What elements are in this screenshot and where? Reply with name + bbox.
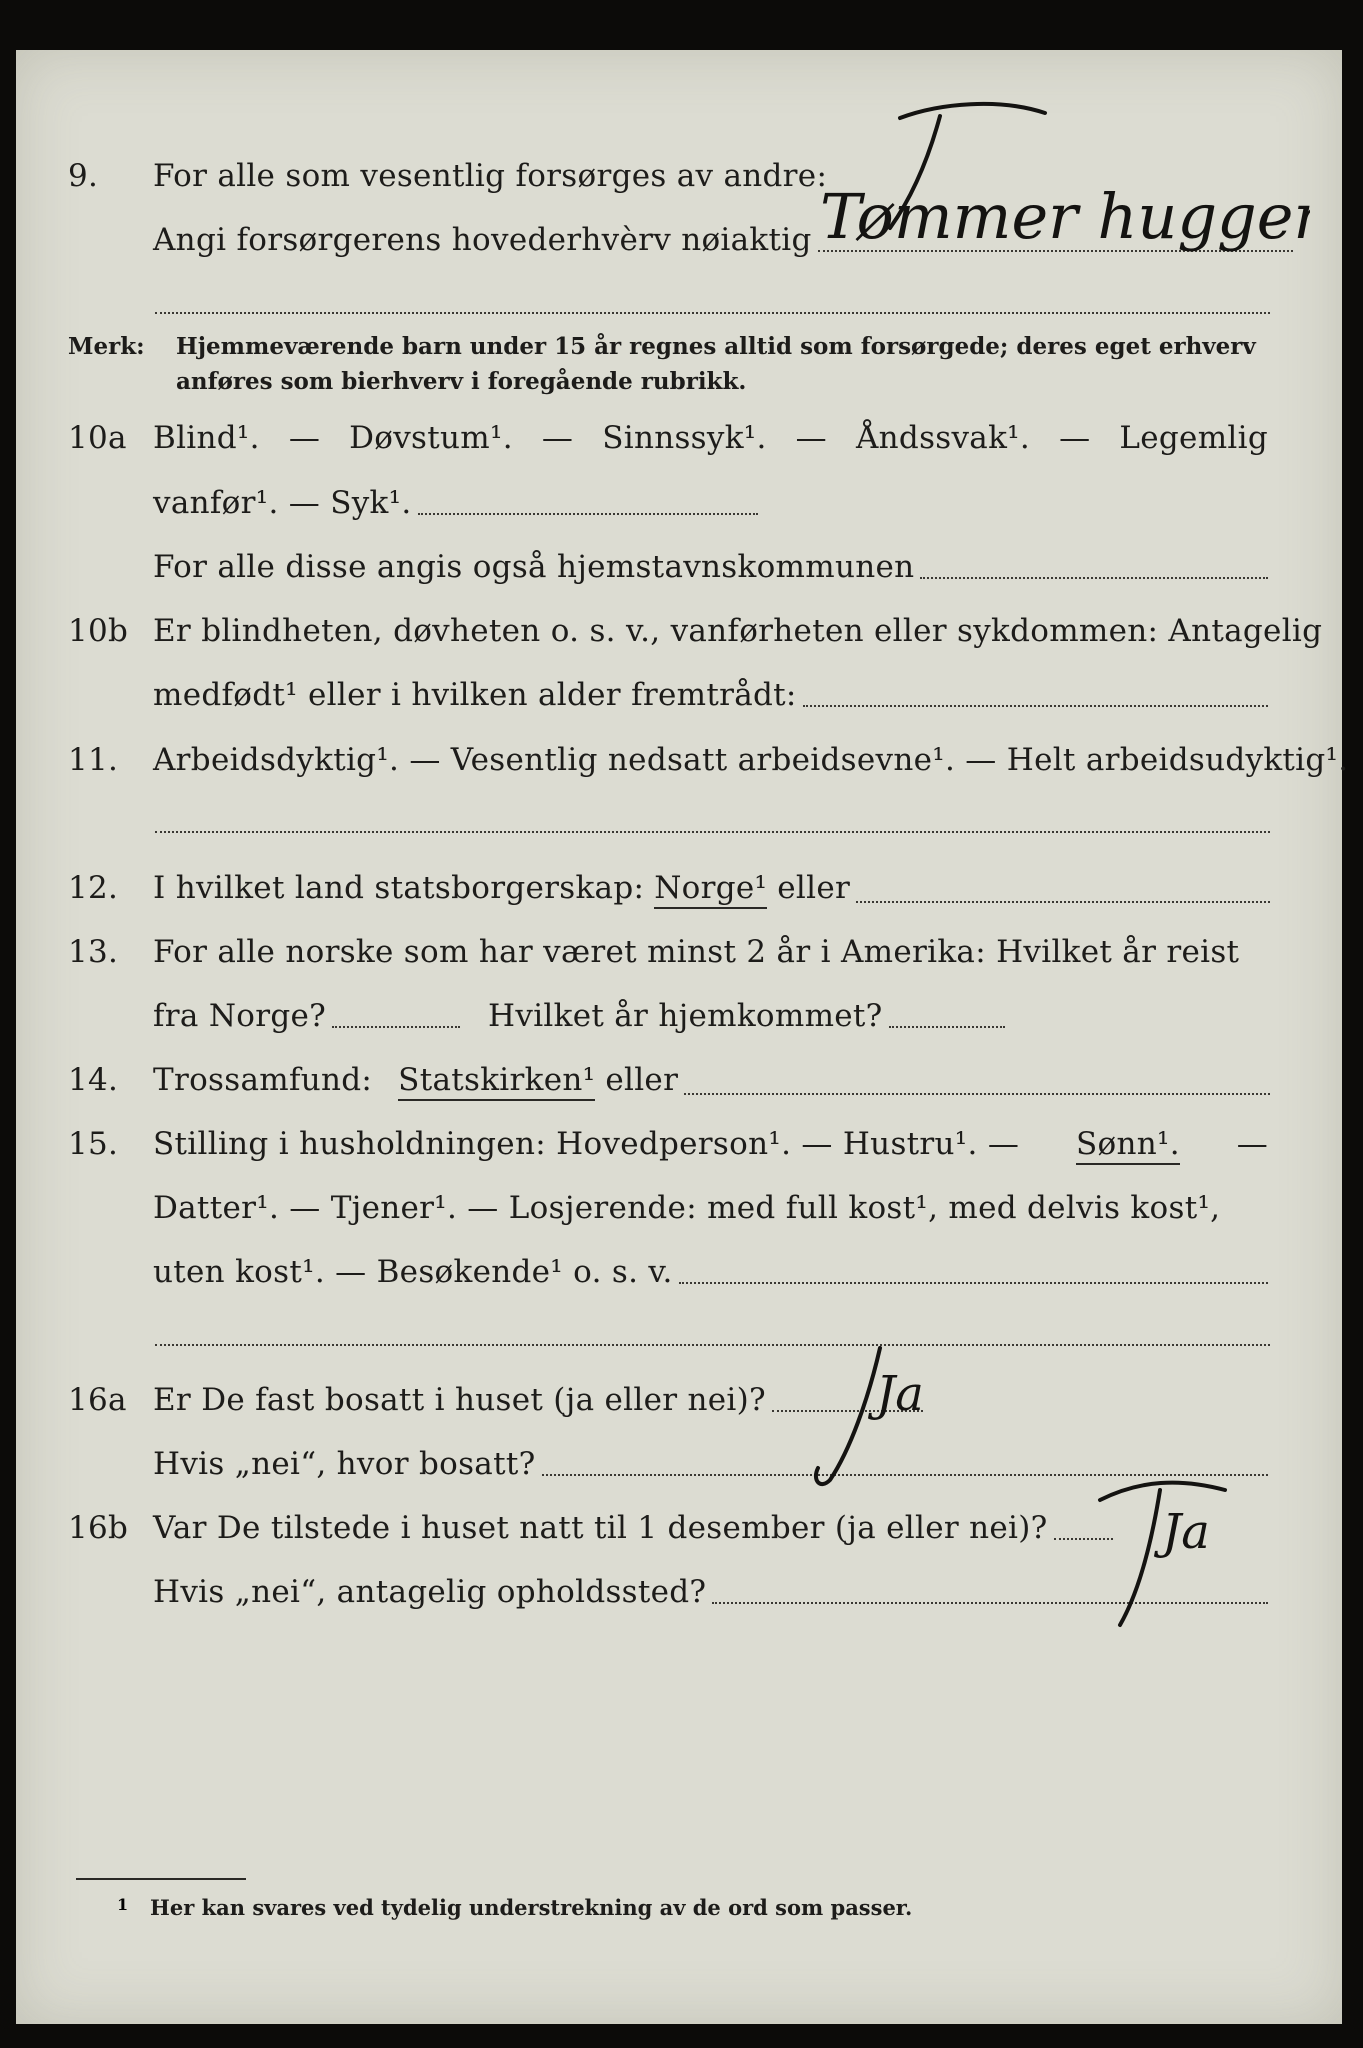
question-10b	[0, 613, 1363, 653]
dash: —	[795, 420, 827, 456]
answer-field[interactable]	[155, 831, 1270, 833]
divider-line	[155, 312, 1270, 314]
question-10a-line-3	[0, 549, 1363, 589]
question-text: Er De fast bosatt i huset (ja eller nei)?	[153, 1382, 766, 1418]
question-text: I hvilket land statsborgerskap:	[153, 870, 645, 906]
question-16b	[0, 1510, 1363, 1550]
question-15	[0, 1126, 1363, 1166]
note-text-line-2: anføres som bierhverv i foregående rubrikk.	[176, 368, 747, 395]
question-number: 10b	[68, 613, 129, 649]
answer-field-departure[interactable]	[332, 1026, 460, 1028]
question-10b-line-2	[0, 677, 1363, 717]
question-number: 13.	[68, 934, 119, 970]
question-text: For alle norske som har været minst 2 år i Amerika: Hvilket år reist	[153, 934, 1240, 970]
question-13	[0, 934, 1363, 974]
option-sonn[interactable]: Sønn¹.	[1076, 1126, 1180, 1165]
question-15-line-2	[0, 1190, 1363, 1230]
question-11	[0, 742, 1363, 782]
question-text: eller	[605, 1062, 679, 1098]
answer-field[interactable]	[155, 1344, 1270, 1346]
question-16b-line-2	[0, 1574, 1363, 1614]
question-14	[0, 1062, 1363, 1102]
question-number: 11.	[68, 742, 119, 778]
question-text: Stilling i husholdningen: Hovedperson¹. — Hustru¹. —	[153, 1126, 1020, 1162]
footnote-rule	[76, 1878, 246, 1880]
handwritten-text: Ja	[1162, 1504, 1210, 1560]
question-10a-line-2	[0, 485, 1363, 525]
answer-field[interactable]	[418, 513, 758, 515]
answer-field[interactable]	[679, 1282, 1268, 1284]
question-text: Angi forsørgerens hovederhvèrv nøiaktig	[153, 222, 812, 258]
question-text: For alle disse angis også hjemstavnskommunen	[153, 549, 915, 585]
question-number: 12.	[68, 870, 119, 906]
answer-field[interactable]	[772, 1410, 923, 1412]
note-text-line-1: Hjemmeværende barn under 15 år regnes alltid som forsørgede; deres eget erhverv	[176, 333, 1256, 360]
option-legemlig: Legemlig	[1119, 420, 1268, 456]
dash: —	[1059, 420, 1091, 456]
question-number: 16a	[68, 1382, 127, 1418]
dash: —	[541, 420, 574, 456]
question-text: uten kost¹. — Besøkende¹ o. s. v.	[153, 1254, 673, 1290]
question-16a	[0, 1382, 1363, 1422]
question-text: Hvis „nei“, antagelig opholdssted?	[153, 1574, 707, 1610]
question-9-line-2	[0, 222, 1363, 262]
answer-field-return[interactable]	[889, 1026, 1005, 1028]
answer-field[interactable]	[803, 705, 1268, 707]
question-number: 16b	[68, 1510, 129, 1546]
answer-field[interactable]	[818, 250, 1293, 252]
footnote-text: Her kan svares ved tydelig understrekning av de ord som passer.	[150, 1895, 913, 1920]
question-13-line-2	[0, 998, 1363, 1038]
dash: —	[288, 420, 321, 456]
option-andssvak: Åndssvak¹.	[855, 420, 1031, 456]
question-text: Var De tilstede i huset natt til 1 desember (ja eller nei)?	[153, 1510, 1048, 1546]
question-number: 15.	[68, 1126, 119, 1162]
handwritten-text: Tømmer hugger	[820, 180, 1310, 253]
footnote-mark: 1	[117, 1895, 129, 1914]
question-text: eller	[777, 870, 851, 906]
question-number: 10a	[68, 420, 127, 456]
answer-field[interactable]	[712, 1602, 1268, 1604]
question-text: vanfør¹. — Syk¹.	[153, 485, 412, 521]
question-12	[0, 870, 1363, 910]
question-number: 14.	[68, 1062, 119, 1098]
question-text: Er blindheten, døvheten o. s. v., vanførheten eller sykdommen: Antagelig	[153, 613, 1323, 649]
answer-field[interactable]	[920, 577, 1268, 579]
question-text: Hvilket år hjemkommet?	[488, 998, 883, 1034]
question-text: Hvis „nei“, hvor bosatt?	[153, 1446, 536, 1482]
note-label: Merk:	[68, 333, 145, 360]
option-dovstum: Døvstum¹.	[349, 420, 513, 456]
answer-field[interactable]	[1054, 1538, 1113, 1540]
option-blind: Blind¹.	[153, 420, 260, 456]
answer-field[interactable]	[542, 1474, 1268, 1476]
question-text: Trossamfund:	[153, 1062, 373, 1098]
question-text: Arbeidsdyktig¹. — Vesentlig nedsatt arbeidsevne¹. — Helt arbeidsudyktig¹.	[153, 742, 1349, 778]
question-16a-line-2	[0, 1446, 1363, 1486]
question-text: For alle som vesentlig forsørges av andre:	[153, 158, 828, 194]
answer-field[interactable]	[684, 1093, 1270, 1095]
handwritten-text: Ja	[876, 1366, 924, 1422]
question-text: medfødt¹ eller i hvilken alder fremtrådt:	[153, 677, 797, 713]
question-text: Datter¹. — Tjener¹. — Losjerende: med full kost¹, med delvis kost¹,	[153, 1190, 1221, 1226]
option-norge[interactable]: Norge¹	[654, 870, 767, 909]
dash: —	[1236, 1126, 1268, 1162]
question-10a	[0, 420, 1363, 460]
question-9	[0, 158, 1363, 198]
question-number: 9.	[68, 158, 99, 194]
question-15-line-3	[0, 1254, 1363, 1294]
option-statskirken[interactable]: Statskirken¹	[398, 1062, 595, 1101]
question-text: fra Norge?	[153, 998, 327, 1034]
answer-field[interactable]	[856, 901, 1270, 903]
option-sinnssyk: Sinnssyk¹.	[602, 420, 767, 456]
